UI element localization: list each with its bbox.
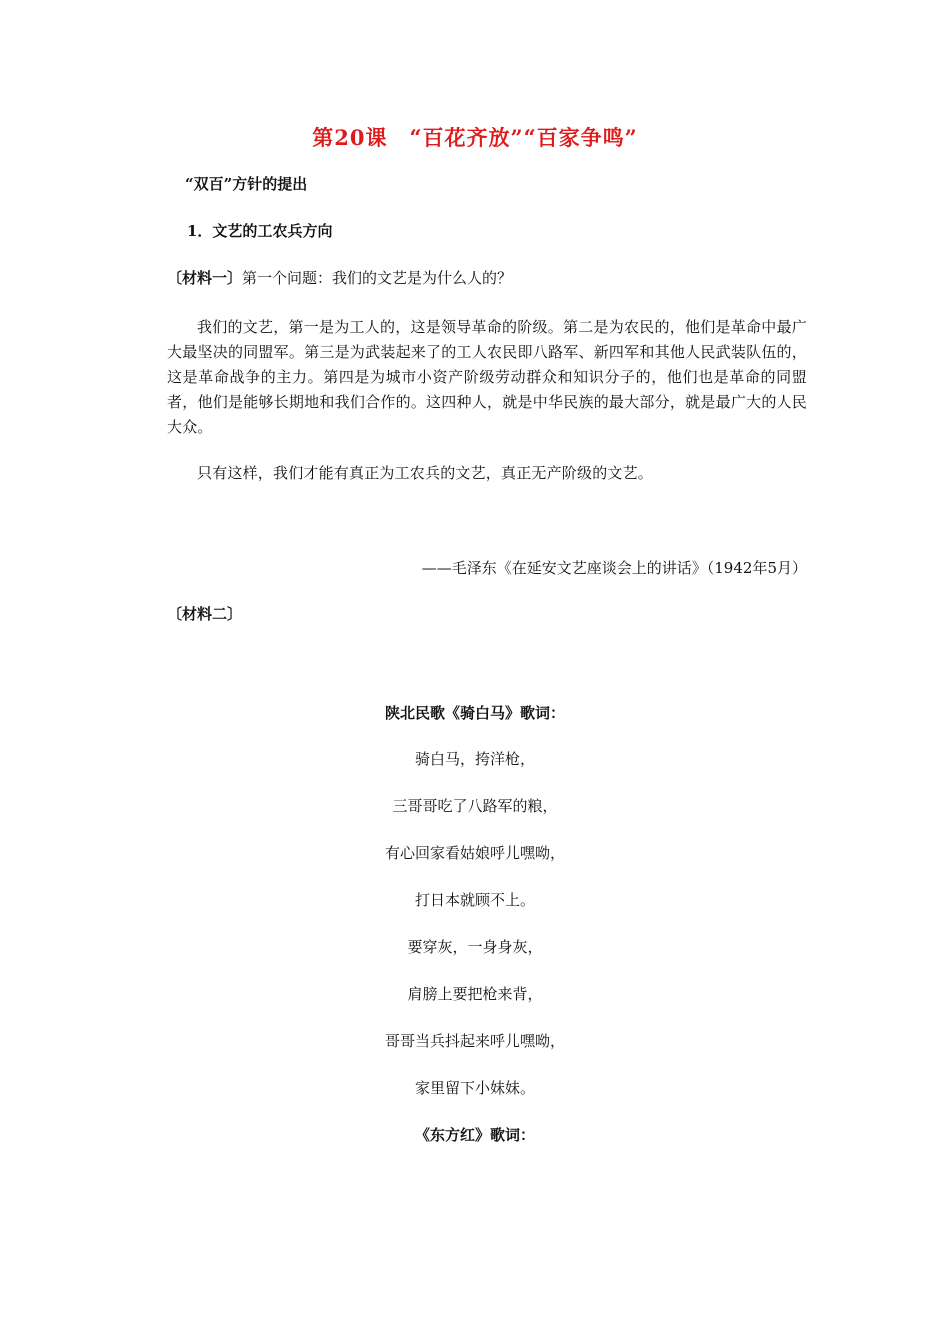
material-one-paragraph-2: 只有这样，我们才能有真正为工农兵的文艺，真正无产阶级的文艺。 — [197, 464, 654, 482]
song-one-line: 三哥哥吃了八路军的粮， — [392, 797, 558, 815]
material-one-line — [167, 271, 512, 286]
page-title: 第20课 “百花齐放”“百家争鸣” — [312, 125, 638, 150]
material-one-paragraph-1: 我们的文艺，第一是为工人的，这是领导革命的阶级。第二是为农民的，他们是革命中最广大最坚决的同盟军。第三是为武装起来了的工人农民即八路军、新四军和其他人民武装队伍的，这是革命战争的主力。第四是为城市小资产阶级劳动群众和知识分子的，他们也是革命的同盟者，他们是能够长期地和我们合作的。这四种人，就是中华民族的最大部分，就是最广大的人民大众。 — [167, 318, 807, 436]
song-one-line: 有心回家看姑娘呼儿嘿呦， — [384, 844, 565, 862]
song-one-line: 骑白马，挎洋枪， — [414, 750, 535, 768]
song-one-line: 家里留下小妹妹。 — [414, 1079, 535, 1097]
material-two-label: 〔材料二〕 — [167, 605, 243, 623]
song-one-line: 肩膀上要把枪来背， — [407, 985, 543, 1003]
song-one-title: 陕北民歌《骑白马》歌词： — [384, 704, 565, 722]
song-one-line: 要穿灰，一身身灰， — [407, 938, 543, 956]
song-two-title: 《东方红》歌词： — [414, 1126, 535, 1144]
material-one-source: ——毛泽东《在延安文艺座谈会上的讲话》（1942年5月） — [421, 559, 807, 577]
material-one-question: 第一个问题：我们的文艺是为什么人的？ — [242, 269, 513, 287]
section-heading: “双百”方针的提出 — [185, 175, 308, 193]
song-one-line: 打日本就顾不上。 — [414, 891, 535, 909]
subsection-heading: 1．文艺的工农兵方向 — [187, 222, 333, 240]
song-one-line: 哥哥当兵抖起来呼儿嘿呦， — [384, 1032, 565, 1050]
material-one-label: 〔材料一〕 — [167, 269, 243, 287]
